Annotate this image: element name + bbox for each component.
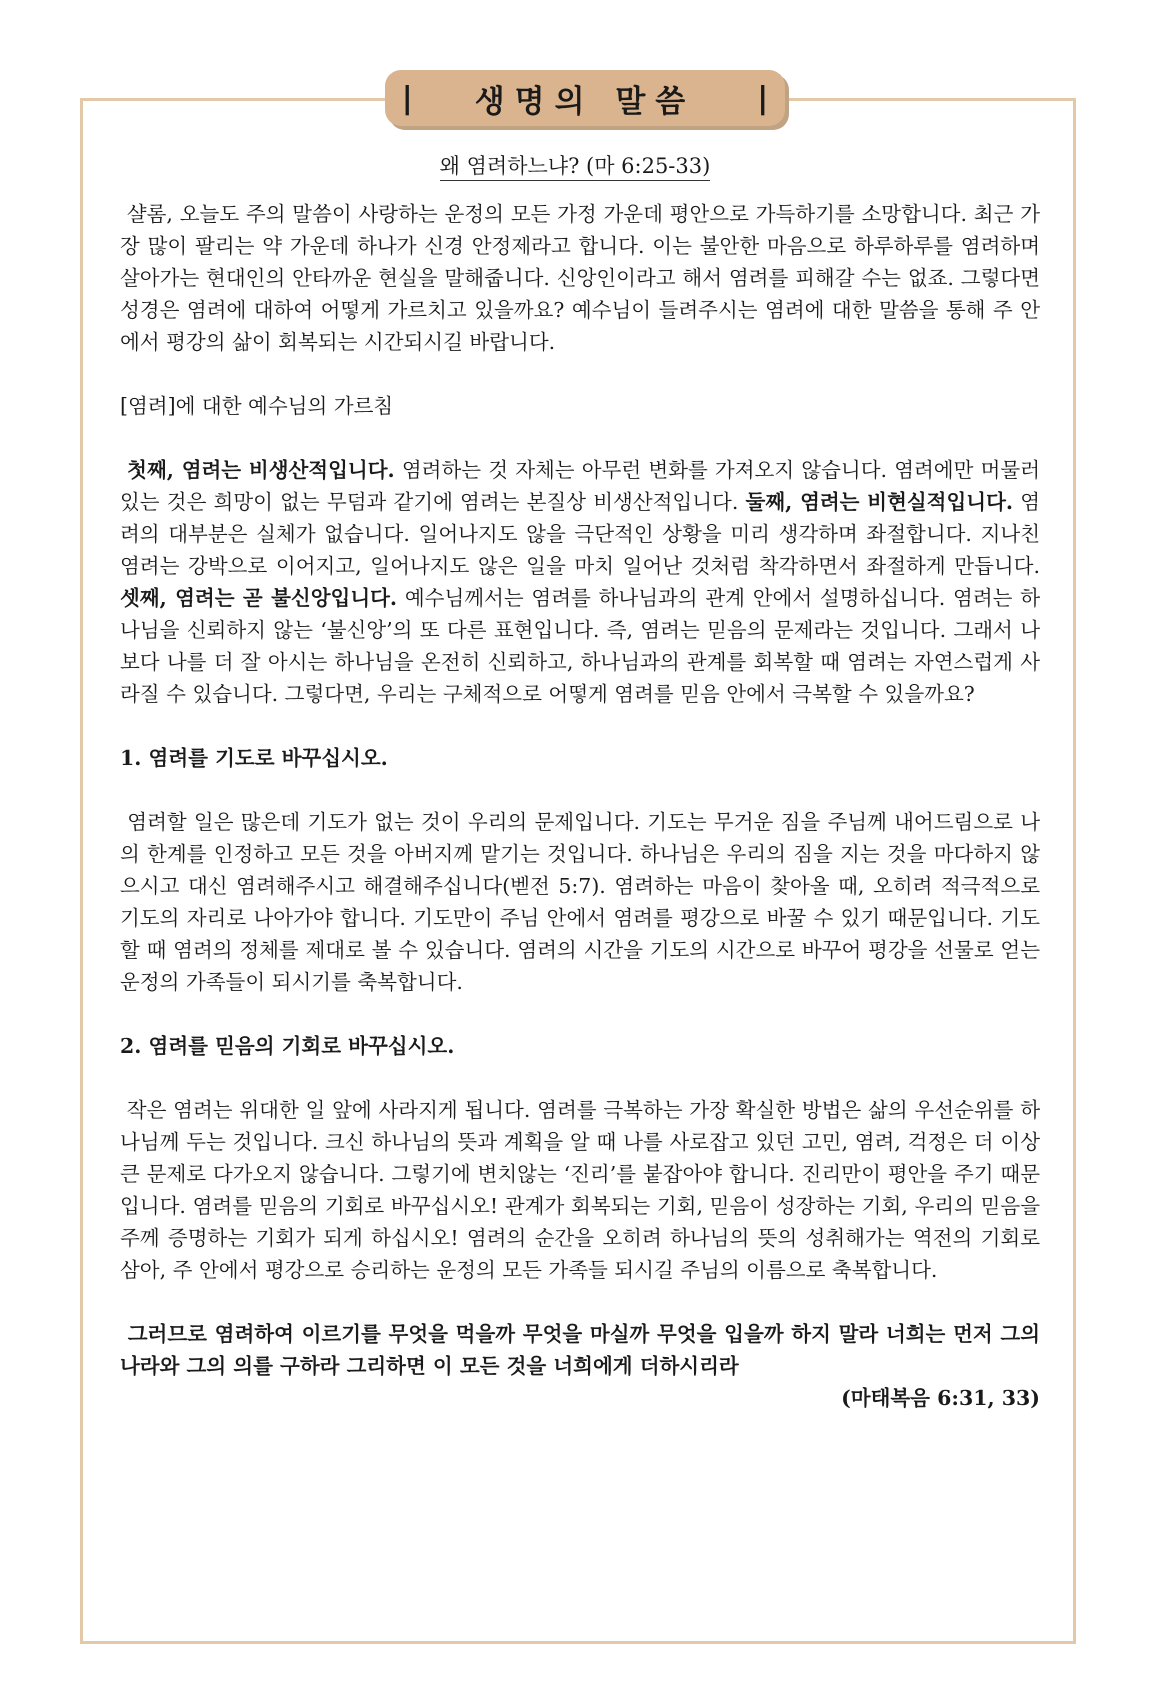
intro-paragraph	[120, 198, 1040, 358]
teaching-first-point: 첫째, 염려는 비생산적입니다.	[127, 458, 395, 482]
point2-paragraph	[120, 1094, 1040, 1286]
point1-paragraph	[120, 806, 1040, 998]
teaching-third-text: 예수님께서는 염려를 하나님과의 관계 안에서 설명하십니다. 염려는 하나님을 신뢰하지 않는 ‘불신앙’의 또 다른 표현입니다. 즉, 염려는 믿음의 문제라는 것입니다. 그래서 나보다 나를 더 잘 아시는 하나님을 온전히 신뢰하고, 하나님과의 관계를 회복할 때 염려는 자연스럽게 사라질 수 있습니다. 그렇다면, 우리는 구체적으로 어떻게 염려를 믿음 안에서 극복할 수 있을까요?	[120, 586, 1040, 706]
header-bar-left: |	[401, 80, 413, 116]
section-header-badge	[385, 70, 785, 126]
header-bar-right: |	[757, 80, 769, 116]
teaching-second-text: 염려의 대부분은 실체가 없습니다. 일어나지도 않을 극단적인 상황을 미리 생각하며 좌절합니다. 지나친 염려는 강박으로 이어지고, 일어나지도 않은 일을 마치 일어난 것처럼 착각하면서 좌절하게 만듭니다.	[120, 490, 1041, 578]
point1-heading: 1. 염려를 기도로 바꾸십시오.	[120, 746, 388, 770]
point1-text: 염려할 일은 많은데 기도가 없는 것이 우리의 문제입니다. 기도는 무거운 짐을 주님께 내어드림으로 나의 한계를 인정하고 모든 것을 아버지께 맡기는 것입니다. 하나님은 우리의 짐을 지는 것을 마다하지 않으시고 대신 염려해주시고 해결해주십니다(벧전 5:7). 염려하는 마음이 찾아올 때, 오히려 적극적으로 기도의 자리로 나아가야 합니다. 기도만이 주님 안에서 염려를 평강으로 바꿀 수 있기 때문입니다. 기도할 때 염려의 정체를 제대로 볼 수 있습니다. 염려의 시간을 기도의 시간으로 바꾸어 평강을 선물로 얻는 운정의 가족들이 되시기를 축복합니다.	[120, 810, 1040, 994]
scripture-verse-text: 그러므로 염려하여 이르기를 무엇을 먹을까 무엇을 마실까 무엇을 입을까 하지 말라 너희는 먼저 그의 나라와 그의 의를 구하라 그리하면 이 모든 것을 너희에게 더하시리라	[120, 1322, 1041, 1378]
teaching-paragraph	[120, 454, 1040, 710]
sermon-title	[0, 150, 1150, 180]
sermon-body	[120, 198, 1040, 1414]
scripture-verse	[120, 1318, 1040, 1382]
sermon-title-text: 왜 염려하느냐? (마 6:25-33)	[440, 154, 711, 181]
teaching-second-point: 둘째, 염려는 비현실적입니다.	[745, 490, 1014, 514]
point2-text: 작은 염려는 위대한 일 앞에 사라지게 됩니다. 염려를 극복하는 가장 확실한 방법은 삶의 우선순위를 하나님께 두는 것입니다. 크신 하나님의 뜻과 계획을 알 때 나를 사로잡고 있던 고민, 염려, 걱정은 더 이상 큰 문제로 다가오지 않습니다. 그렇기에 변치않는 ‘진리’를 붙잡아야 합니다. 진리만이 평안을 주기 때문입니다. 염려를 믿음의 기회로 바꾸십시오! 관계가 회복되는 기회, 믿음이 성장하는 기회, 우리의 믿음을 주께 증명하는 기회가 되게 하십시오! 염려의 순간을 오히려 하나님의 뜻의 성취해가는 역전의 기회로 삼아, 주 안에서 평강으로 승리하는 운정의 모든 가족들 되시길 주님의 이름으로 축복합니다.	[120, 1098, 1040, 1282]
teaching-heading: [염려]에 대한 예수님의 가르침	[120, 394, 394, 418]
section-title: 생명의 말씀	[474, 83, 696, 120]
scripture-reference: (마태복음 6:31, 33)	[841, 1386, 1040, 1410]
point2-heading: 2. 염려를 믿음의 기회로 바꾸십시오.	[120, 1034, 455, 1058]
teaching-first-text: 염려하는 것 자체는 아무런 변화를 가져오지 않습니다. 염려에만 머물러 있는 것은 희망이 없는 무덤과 같기에 염려는 본질상 비생산적입니다.	[120, 458, 1040, 514]
intro-text: 샬롬, 오늘도 주의 말씀이 사랑하는 운정의 모든 가정 가운데 평안으로 가득하기를 소망합니다. 최근 가장 많이 팔리는 약 가운데 하나가 신경 안정제라고 합니다. 이는 불안한 마음으로 하루하루를 염려하며 살아가는 현대인의 안타까운 현실을 말해줍니다. 신앙인이라고 해서 염려를 피해갈 수는 없죠. 그렇다면 성경은 염려에 대하여 어떻게 가르치고 있을까요? 예수님이 들려주시는 염려에 대한 말씀을 통해 주 안에서 평강의 삶이 회복되는 시간되시길 바랍니다.	[120, 202, 1040, 354]
teaching-third-point: 셋째, 염려는 곧 불신앙입니다.	[120, 586, 398, 610]
